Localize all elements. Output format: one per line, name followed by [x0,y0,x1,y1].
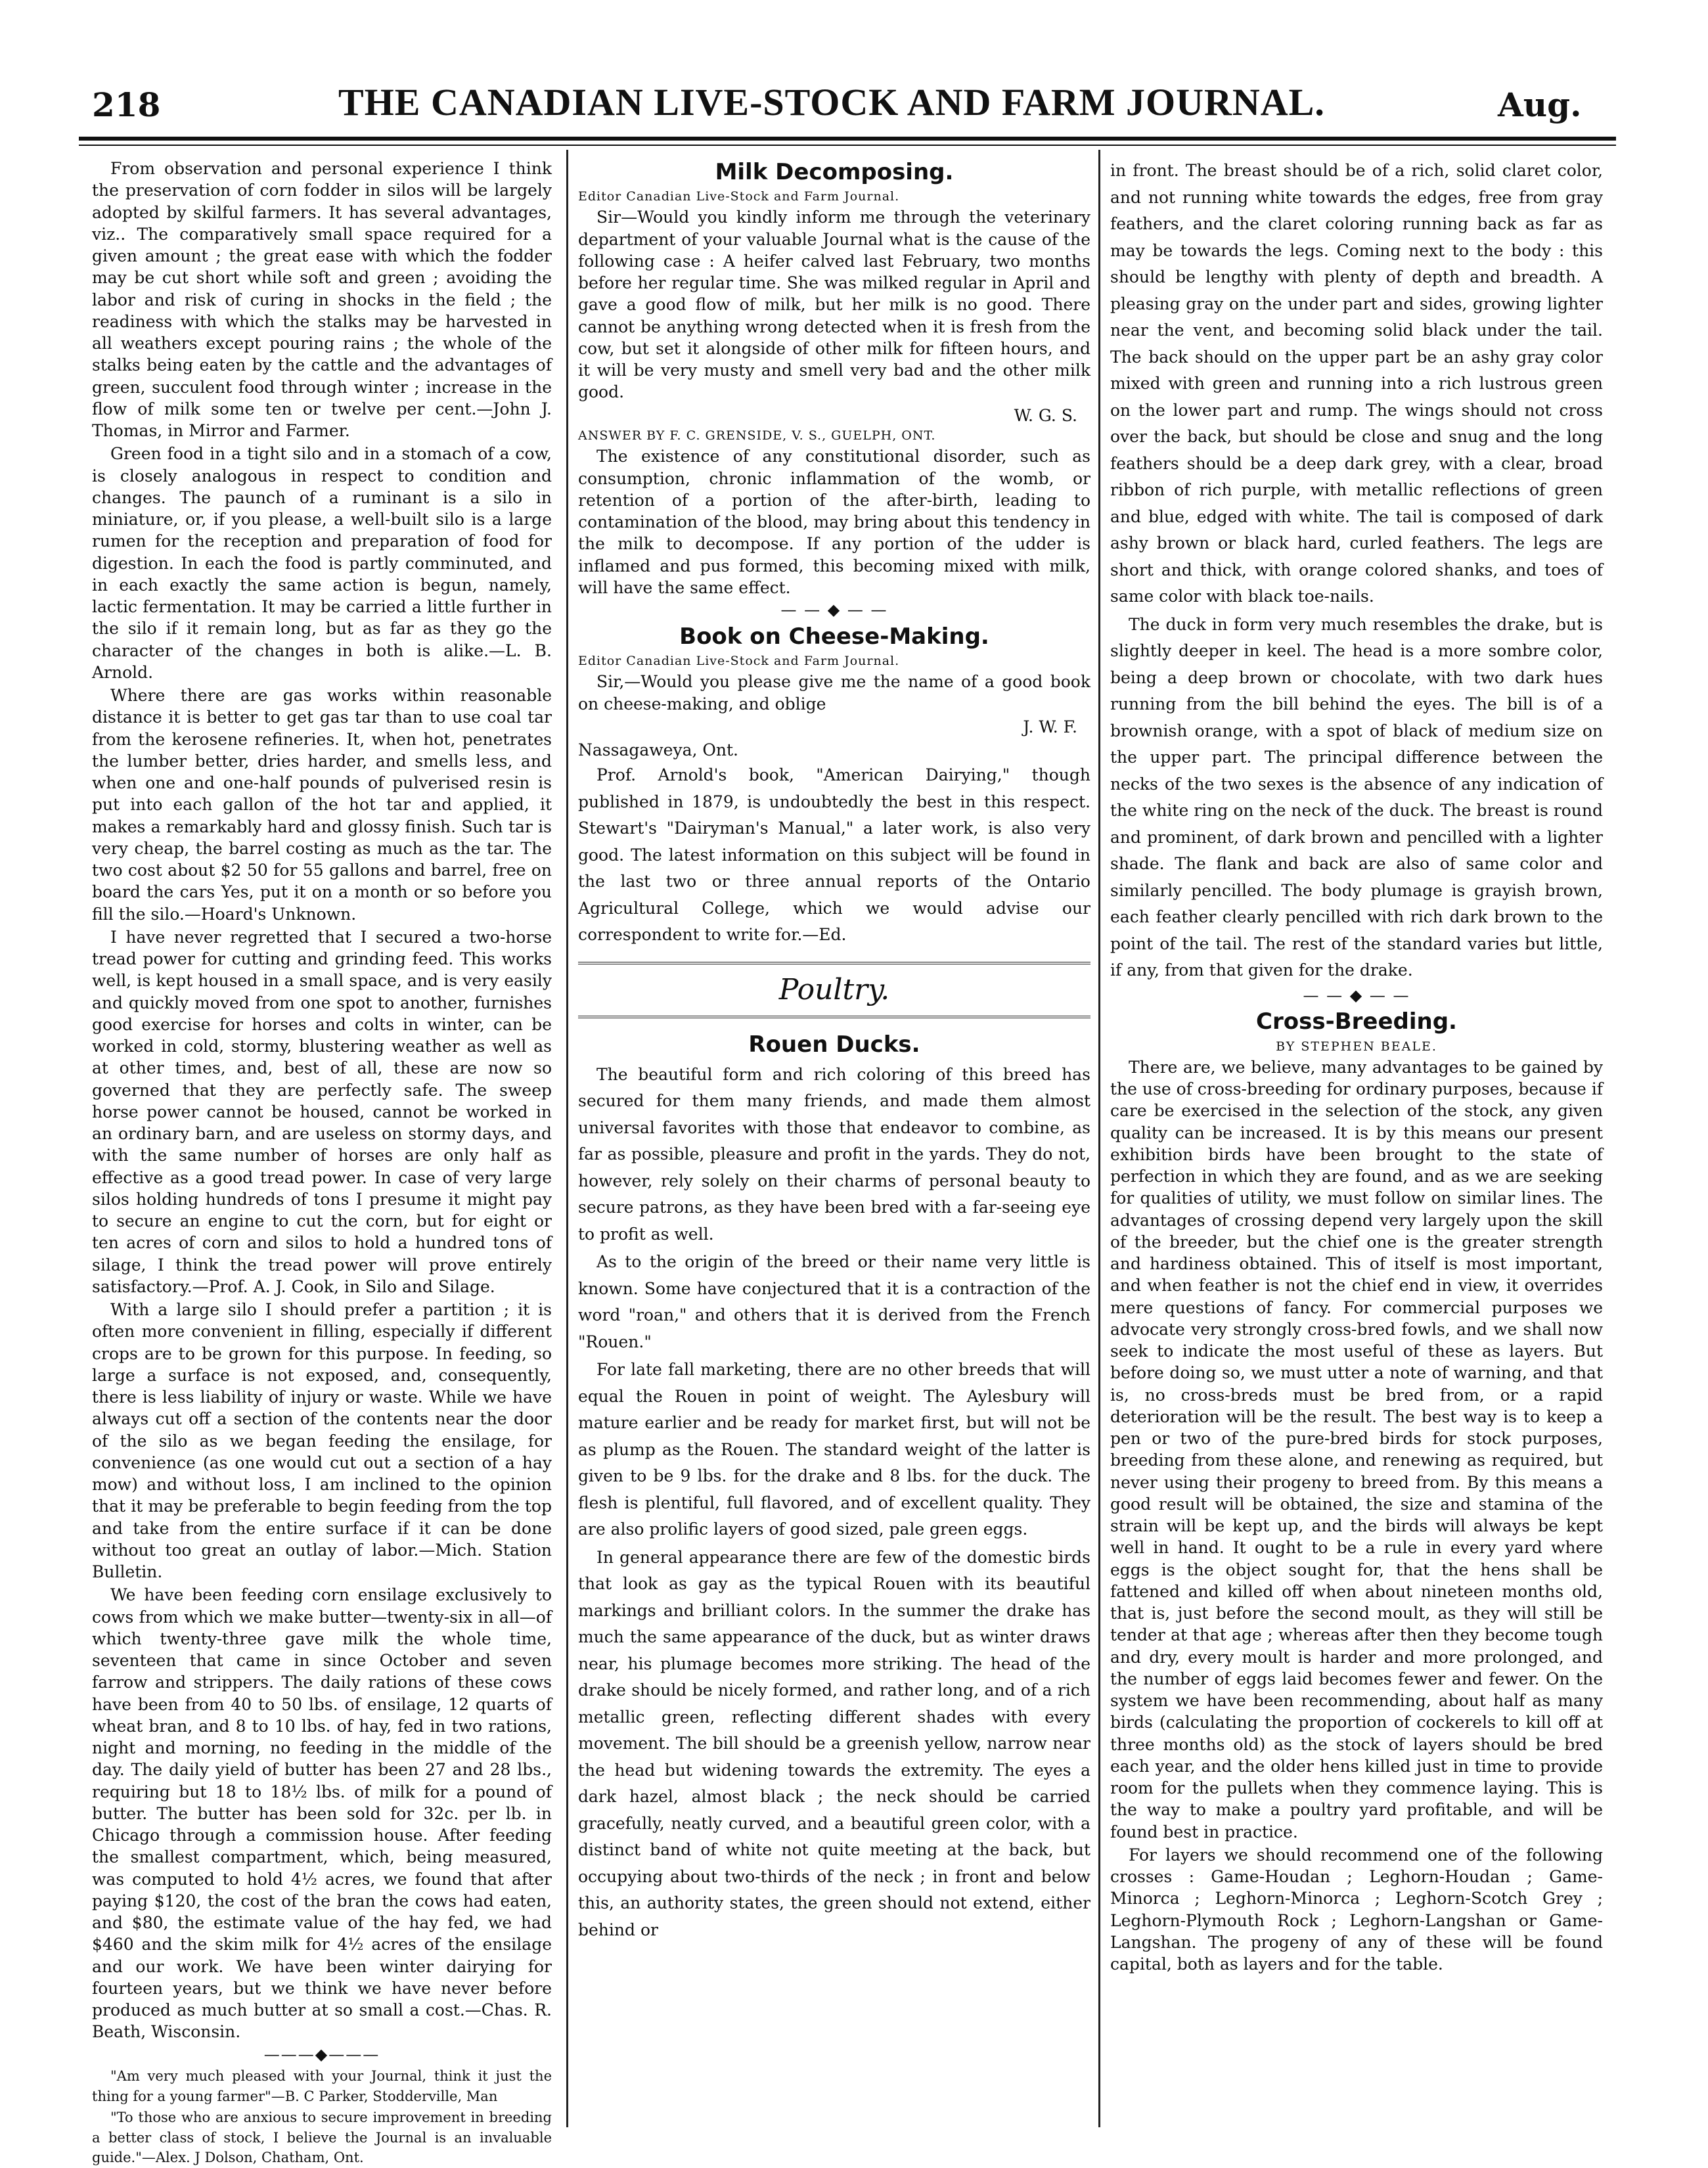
paragraph: in front. The breast should be of a rich, solid claret color, and not running white towards the edges, free from gray feathers, and the claret coloring running back as far as may be towards the legs. Coming next to the body : this should be lengthy with plenty of depth and breadth. A pleasing gray on the under part and sides, growing lighter near the vent, and becoming solid black under the tail. The back should on the upper part be an ashy gray color mixed with green and running into a rich lustrous green on the lower part and rump. The wings should not cross over the back, but should be close and snug and the long feathers should be a deep dark grey, with a clear, broad ribbon of rich purple, with metallic reflections of green and blue, edged with white. The tail is composed of dark ashy brown or black hard, curled feathers. The legs are short and thick, with orange colored shanks, and toes of same color with black toe-nails. [1110,161,1603,606]
column-divider [1098,150,1100,2127]
column-right [1110,158,1603,2129]
paragraph: The existence of any constitutional disorder, such as consumption, chronic inflammation of the womb, or retention of a portion of the after-birth, leading to contamination of the blood, may bring about this tendency in the milk to decompose. If any portion of the udder is inflamed and pus formed, this becoming mixed with milk, will have the same effect. [578,447,1090,597]
editor-salutation: Editor Canadian Live-Stock and Farm Journal. [578,654,900,669]
journal-title: THE CANADIAN LIVE-STOCK AND FARM JOURNAL. [338,81,1325,124]
testimonial-quote: "Am very much pleased with your Journal, think it just the thing for a young farmer"—B. C Parker, Stodderville, Man [92,2068,552,2104]
paragraph: Prof. Arnold's book, "American Dairying," though published in 1879, is undoubtedly the best in this respect. Stewart's "Dairyman's Manual," a later work, is also very good. The latest information on this subject will be found in the last two or three annual reports of the Ontario Agricultural College, which we would advise our correspondent to write for.—Ed. [578,765,1090,945]
paragraph: The beautiful form and rich coloring of this breed has secured for them many friends, and made them almost universal favorites with those that endeavor to combine, as far as possible, pleasure and profit in the yards. They do not, however, rely solely on their charms of personal beauty to secure patrons, as they have been bred with a far-seeing eye to profit as well. [578,1064,1090,1244]
masthead-rule-thin [79,145,1616,146]
paragraph: There are, we believe, many advantages to be gained by the use of cross-breeding for ordinary purposes, because if care be exercised in the selection of the stock, any given quality can be increased. It is by this means our present exhibition birds have been brought to the state of perfection in which they are found, and as we are seeking for qualities of utility, we must follow on similar lines. The advantages of crossing depend very largely upon the skill of the breeder, but the chief one is the greater strength and hardiness obtained. This of itself is most important, and when feather is not the chief end in view, it overrides mere questions of fancy. For commercial purposes we advocate very strongly cross-bred fowls, and we shall now seek to indicate the most useful of these as layers. But before doing so, we must utter a note of warning, and that is, no cross-breds must be bred from, or a rapid deterioration will be the result. The best way is to keep a pen or two of the pure-bred birds for stock purposes, breeding from these alone, and renewing as required, but never using their progeny to breed from. By this means a good result will be obtained, the size and stamina of the strain will be kept up, and the birds will always be kept well in hand. It ought to be a rule in every yard where eggs is the object sought for, that the hens shall be fattened and killed off when about nineteen months old, that is, just before the second moult, as they will still be tender at that age ; whereas after then they become tough and dry, every moult is harder and more prolonged, and the number of eggs laid becomes fewer and fewer. On the system we have been recommending, about half as many birds (calculating the proportion of cockerels to kill off at three months old) as the stock of layers should be bred each year, and the older hens killed just in time to provide room for the pullets when they commence laying. This is the way to make a poultry yard profitable, and will be found best in practice. [1110,1057,1603,1841]
column-left [92,158,552,2166]
author-byline: BY STEPHEN BEALE. [1276,1039,1437,1054]
masthead [79,78,1708,137]
column-middle [578,158,1090,2129]
section-heading-poultry: Poultry. [578,962,1090,1019]
page-number: 218 [92,85,161,124]
paragraph: For layers we should recommend one of the following crosses : Game-Houdan ; Leghorn-Houdan ; Game-Minorca ; Leghorn-Minorca ; Leghorn-Scotch Grey ; Leghorn-Plymouth Rock ; Leghorn-Langshan or Game-Langshan. The progeny of any of these will be found capital, both as layers and for the table. [1110,1845,1603,1974]
paragraph: I have never regretted that I secured a two-horse tread power for cutting and grinding feed. This works well, is kept housed in a small space, and is very easily and quickly moved from one spot to another, furnishes good exercise for horses and colts in winter, can be worked in cold, stormy, blustering weather as well as at other times, and, best of all, these are now so governed that they are perfectly safe. The sweep horse power cannot be housed, cannot be worked in an ordinary barn, and are useless on stormy days, and with the same number of horses are only half as effective as a good tread power. In case of very large silos holding hundreds of tons I presume it might pay to secure an engine to cut the corn, but for eight or ten acres of corn and silos to hold a hundred tons of silage, I think the tread power will prove entirely satisfactory.—Prof. A. J. Cook, in Silo and Silage. [92,927,552,1296]
paragraph: Where there are gas works within reasonable distance it is better to get gas tar than to use coal tar from the kerosene refineries. It, when hot, penetrates the lumber better, dries harder, and smells less, and when one and one-half pounds of pulverised resin is put into each gallon of the hot tar and applied, it makes a remarkably hard and glossy finish. Such tar is very cheap, the barrel costing as much as the tar. The two cost about $2 50 for 55 gallons and barrel, free on board the cars Yes, put it on a month or so before you fill the silo.—Hoard's Unknown. [92,686,552,924]
letter-signature: W. G. S. [1014,405,1077,425]
article-heading: Rouen Ducks. [748,1031,920,1058]
paragraph: Green food in a tight silo and in a stomach of a cow, is closely analogous in respect to condition and changes. The paunch of a ruminant is a silo in miniature, or, if you please, a well-built silo is a large rumen for the reception and preparation of food for digestion. In each the food is partly comminuted, and in each exactly the same action is begun, namely, lactic fermentation. It may be carried a little further in the silo if it remain long, but as far as they go the character of the changes in both is alike.—L. B. Arnold. [92,444,552,682]
ornament-divider: — — ◆ — — [1303,985,1410,1005]
paragraph: The duck in form very much resembles the drake, but is slightly deeper in keel. The head is a more sombre color, being a deep brown or chocolate, with two dark hues running from the bill behind the eyes. The bill is of a brownish orange, with a spot of black of medium size on the upper part. The principal difference between the necks of the two sexes is the absence of any indication of the white ring on the neck of the duck. The breast is round and prominent, of dark brown and pencilled with a lighter shade. The flank and back are also of same color and similarly pencilled. The body plumage is grayish brown, each feather clearly pencilled with rich dark brown to the point of the tail. The rest of the standard varies but little, if any, from that given for the drake. [1110,614,1603,980]
paragraph: Sir—Would you kindly inform me through the veterinary department of your valuable Journal what is the cause of the following case : A heifer calved last February, two months before her regular time. She was milked regular in April and gave a good flow of milk, but her milk is no good. There cannot be anything wrong detected when it is fresh from the cow, but set it alongside of other milk for fifteen hours, and it will be very musty and smell very bad and the other milk good. [578,208,1090,402]
ornament-divider: — — ◆ — — [780,600,888,619]
paragraph: With a large silo I should prefer a partition ; it is often more convenient in filling, especially if different crops are to be grown for this purpose. In feeding, so large a surface is not exposed, and, consequently, there is less liability of injury or waste. While we have always cut off a section of the contents near the door of the silo as we began feeding the ensilage, for convenience (as one would cut out a section of a hay mow) and without loss, I am inclined to the opinion that it may be preferable to begin feeding from the top and take from the entire surface if it can be done without too great an outlay of labor.—Mich. Station Bulletin. [92,1300,552,1581]
paragraph: Sir,—Would you please give me the name of a good book on cheese-making, and oblige [578,672,1090,713]
issue-month: Aug. [1498,85,1582,124]
column-divider [566,150,568,2127]
paragraph: For late fall marketing, there are no other breeds that will equal the Rouen in point of weight. The Aylesbury will mature earlier and be ready for market first, but will not be as plump as the Rouen. The standard weight of the latter is given to be 9 lbs. for the drake and 8 lbs. for the duck. The flesh is plentiful, full flavored, and of excellent quality. They are also prolific layers of good sized, pale green eggs. [578,1360,1090,1539]
ornament-divider: ———◆——— [263,2044,380,2064]
letter-place: Nassagaweya, Ont. [578,740,738,760]
article-heading: Book on Cheese-Making. [679,623,989,650]
article-heading: Milk Decomposing. [715,159,954,185]
letter-signature: J. W. F. [1023,717,1077,736]
answer-byline: ANSWER BY F. C. GRENSIDE, V. S., GUELPH, ONT. [578,428,936,443]
paragraph: We have been feeding corn ensilage exclusively to cows from which we make butter—twenty-six in all—of which twenty-three gave milk the whole time, seventeen that came in since October and seven farrow and strippers. The daily rations of these cows have been from 40 to 50 lbs. of ensilage, 12 quarts of wheat bran, and 8 to 10 lbs. of hay, fed in two rations, night and morning, no feeding in the middle of the day. The daily yield of butter has been 27 and 28 lbs., requiring but 18 to 18½ lbs. of milk for a pound of butter. The butter has been sold for 32c. per lb. in Chicago through a commission house. After feeding the smallest compartment, which, being measured, was computed to hold 4½ acres, we found that after paying $120, the cost of the bran the cows had eaten, and $80, the estimate value of the hay fed, we had $460 and the skim milk for 4½ acres of the ensilage and our work. We have been winter dairying for fourteen years, but we think we have never before produced as much butter at so small a cost.—Chas. R. Beath, Wisconsin. [92,1585,552,2042]
paragraph: In general appearance there are few of the domestic birds that look as gay as the typical Rouen with its beautiful markings and brilliant colors. In the summer the drake has much the same appearance of the duck, but as winter draws near, his plumage becomes more striking. The head of the drake should be nicely formed, and rather long, and of a rich metallic green, reflecting different shades with every movement. The bill should be a greenish yellow, narrow near the head but widening towards the extremity. The eyes a dark hazel, almost black ; the neck should be carried gracefully, neatly curved, and a beautiful green color, with a distinct band of white not quite meeting at the back, but occupying about two-thirds of the neck ; in front and below this, an authority states, the green should not extend, either behind or [578,1547,1090,1939]
editor-salutation: Editor Canadian Live-Stock and Farm Journal. [578,189,900,204]
paragraph: As to the origin of the breed or their name very little is known. Some have conjectured that it is a contraction of the word "roan," and others that it is derived from the French "Rouen." [578,1252,1090,1351]
paragraph: From observation and personal experience I think the preservation of corn fodder in silos will be largely adopted by skilful farmers. It has several advantages, viz.. The comparatively small space required for a given amount ; the great ease with which the fodder may be cut short while soft and green ; avoiding the labor and risk of curing in shocks in the field ; the readiness with which the stalks may be harvested in all weathers except pouring rains ; the whole of the stalks being eaten by the cattle and the advantages of green, succulent food through winter ; increase in the flow of milk some ten or twelve per cent.—John J. Thomas, in Mirror and Farmer. [92,159,552,440]
testimonial-quote: "To those who are anxious to secure improvement in breeding a better class of stock, I believe the Journal is an invaluable guide."—Alex. J Dolson, Chatham, Ont. [92,2110,552,2166]
masthead-rule-thick [79,137,1616,141]
article-heading: Cross-Breeding. [1256,1008,1457,1035]
